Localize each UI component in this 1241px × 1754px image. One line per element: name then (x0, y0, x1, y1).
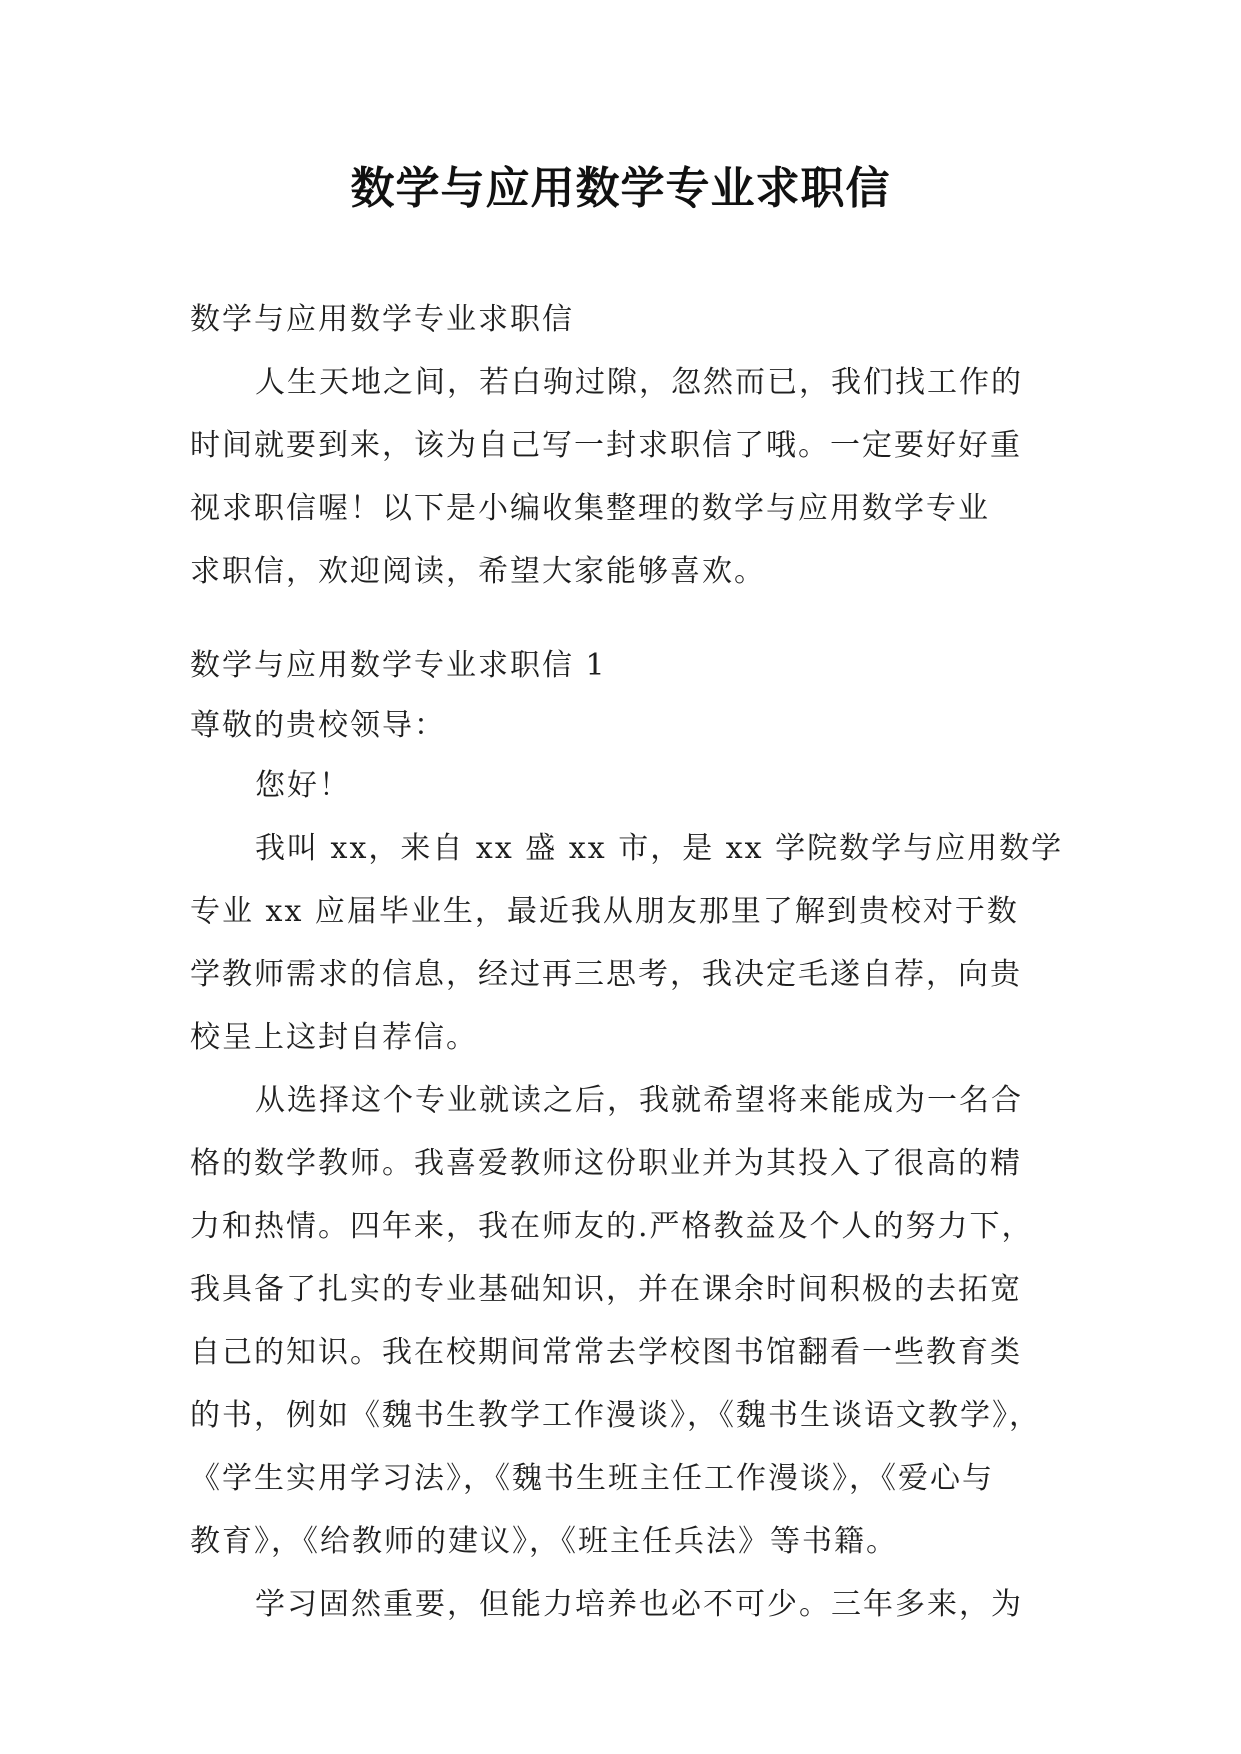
paragraph-line: 教育》，《给教师的建议》，《班主任兵法》等书籍。 (190, 1524, 898, 1559)
section-heading: 数学与应用数学专业求职信 1 (190, 648, 607, 683)
paragraph-line: 格的数学教师。我喜爱教师这份职业并为其投入了很高的精 (190, 1146, 1022, 1181)
section-heading: 数学与应用数学专业求职信 (190, 302, 574, 337)
paragraph-line: 人生天地之间，若白驹过隙，忽然而已，我们找工作的 (255, 365, 1023, 400)
paragraph-line: 自己的知识。我在校期间常常去学校图书馆翻看一些教育类 (190, 1335, 1022, 1370)
paragraph-line: 学习固然重要，但能力培养也必不可少。三年多来，为 (255, 1587, 1023, 1622)
paragraph-line: 学教师需求的信息，经过再三思考，我决定毛遂自荐，向贵 (190, 957, 1022, 992)
paragraph-line: 从选择这个专业就读之后，我就希望将来能成为一名合 (255, 1083, 1023, 1118)
paragraph-line: 专业 xx 应届毕业生，最近我从朋友那里了解到贵校对于数 (190, 894, 1019, 929)
document-title: 数学与应用数学专业求职信 (350, 163, 891, 214)
salutation: 尊敬的贵校领导： (190, 708, 446, 743)
paragraph-line: 视求职信喔！以下是小编收集整理的数学与应用数学专业 (190, 491, 990, 526)
paragraph-line: 我叫 xx，来自 xx 盛 xx 市，是 xx 学院数学与应用数学 (255, 831, 1064, 866)
paragraph-line: 的书，例如《魏书生教学工作漫谈》，《魏书生谈语文教学》， (190, 1398, 1041, 1433)
paragraph-line: 《学生实用学习法》，《魏书生班主任工作漫谈》，《爱心与 (190, 1461, 994, 1496)
paragraph-line: 时间就要到来，该为自己写一封求职信了哦。一定要好好重 (190, 428, 1022, 463)
greeting: 您好！ (255, 768, 351, 803)
paragraph-line: 求职信，欢迎阅读，希望大家能够喜欢。 (190, 554, 766, 589)
paragraph-line: 力和热情。四年来，我在师友的.严格教益及个人的努力下， (190, 1209, 1034, 1244)
paragraph-line: 校呈上这封自荐信。 (190, 1020, 478, 1055)
paragraph-line: 我具备了扎实的专业基础知识，并在课余时间积极的去拓宽 (190, 1272, 1022, 1307)
